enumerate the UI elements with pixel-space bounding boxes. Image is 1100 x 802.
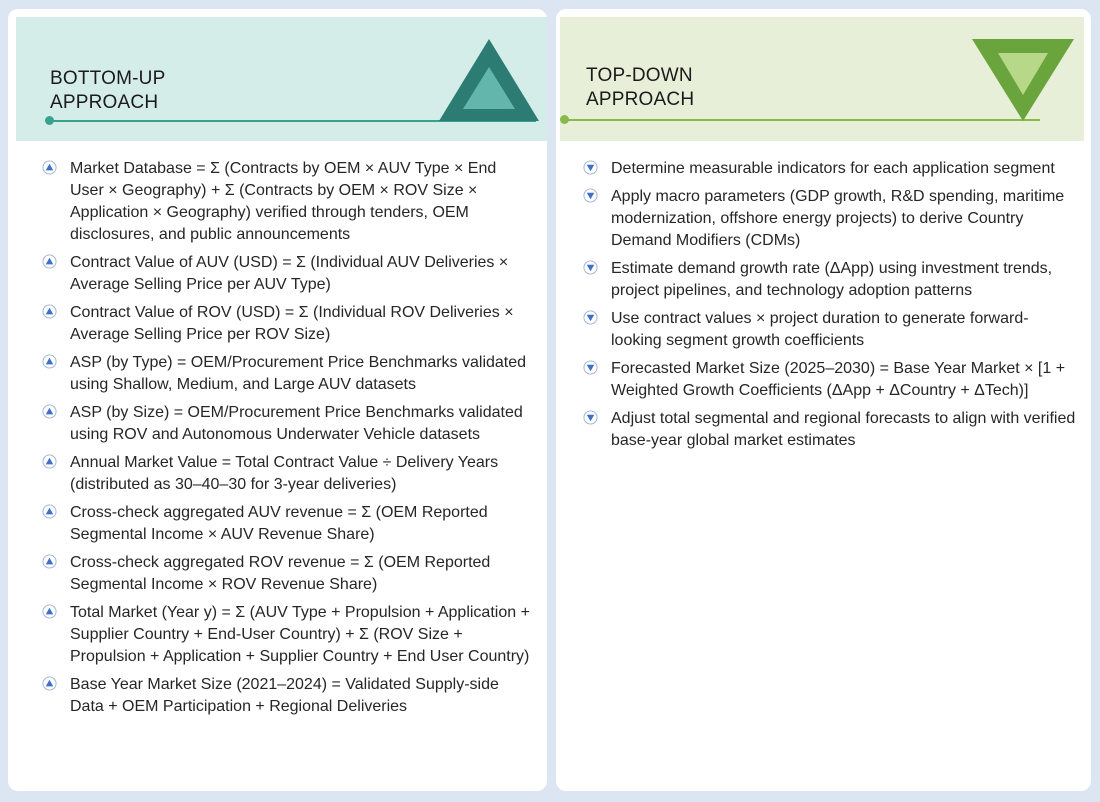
down-arrow-bullet-icon bbox=[583, 310, 598, 325]
up-arrow-bullet-icon bbox=[42, 354, 57, 369]
list-item-text: Apply macro parameters (GDP growth, R&D spending, maritime modernization, offshore energy projects) to derive Country Demand Modifiers (CDMs) bbox=[611, 188, 1065, 249]
top-down-panel bbox=[556, 9, 1091, 791]
up-arrow-bullet-icon bbox=[42, 254, 57, 269]
up-arrow-bullet-icon bbox=[42, 304, 57, 319]
list-item bbox=[42, 252, 532, 296]
list-item-text: Contract Value of AUV (USD) = Σ (Individual AUV Deliveries × Average Selling Price per AUV Type) bbox=[70, 254, 509, 293]
list-item-text: ASP (by Size) = OEM/Procurement Price Benchmarks validated using ROV and Autonomous Underwater Vehicle datasets bbox=[70, 404, 523, 443]
down-arrow-bullet-icon bbox=[583, 188, 598, 203]
list-item bbox=[583, 408, 1078, 452]
header-underline bbox=[564, 119, 1040, 121]
up-arrow-bullet-icon bbox=[42, 160, 57, 175]
up-arrow-bullet-icon bbox=[42, 554, 57, 569]
list-item bbox=[42, 452, 532, 496]
list-item bbox=[42, 302, 532, 346]
down-arrow-bullet-icon bbox=[583, 410, 598, 425]
list-item-text: Base Year Market Size (2021–2024) = Validated Supply-side Data + OEM Participation + Regional Deliveries bbox=[70, 676, 499, 715]
list-item-text: Cross-check aggregated AUV revenue = Σ (OEM Reported Segmental Income × AUV Revenue Share) bbox=[70, 504, 488, 543]
list-item-text: Use contract values × project duration to generate forward-looking segment growth coefficients bbox=[611, 310, 1029, 349]
list-item bbox=[42, 352, 532, 396]
list-item bbox=[583, 158, 1078, 180]
list-item-text: Annual Market Value = Total Contract Value ÷ Delivery Years (distributed as 30–40–30 for 3-year deliveries) bbox=[70, 454, 499, 493]
up-arrow-bullet-icon bbox=[42, 504, 57, 519]
list-item-text: Market Database = Σ (Contracts by OEM × AUV Type × End User × Geography) + Σ (Contracts by OEM × ROV Size × Application × Geography) verified through tenders, OEM disclosures, and public announcements bbox=[70, 160, 497, 243]
bottom-up-title: BOTTOM-UP APPROACH bbox=[50, 68, 166, 113]
list-item-text: Contract Value of ROV (USD) = Σ (Individual ROV Deliveries × Average Selling Price per ROV Size) bbox=[70, 304, 514, 343]
list-item bbox=[583, 358, 1078, 402]
list-item bbox=[583, 258, 1078, 302]
list-item-text: Total Market (Year y) = Σ (AUV Type + Propulsion + Application + Supplier Country + End-User Country) + Σ (ROV Size + Propulsion + Application + Supplier Country + End User Country) bbox=[70, 604, 530, 665]
list-item bbox=[42, 602, 532, 668]
up-arrow-bullet-icon bbox=[42, 676, 57, 691]
up-triangle-icon bbox=[437, 37, 541, 123]
list-item bbox=[583, 308, 1078, 352]
list-item bbox=[42, 502, 532, 546]
down-arrow-bullet-icon bbox=[583, 260, 598, 275]
up-arrow-bullet-icon bbox=[42, 454, 57, 469]
list-item-text: Forecasted Market Size (2025–2030) = Base Year Market × [1 + Weighted Growth Coefficients (ΔApp + ΔCountry + ΔTech)] bbox=[611, 360, 1066, 399]
list-item bbox=[583, 186, 1078, 252]
down-triangle-icon bbox=[970, 37, 1076, 123]
list-item bbox=[42, 402, 532, 446]
list-item-text: Estimate demand growth rate (ΔApp) using investment trends, project pipelines, and technology adoption patterns bbox=[611, 260, 1053, 299]
list-item bbox=[42, 674, 532, 718]
down-arrow-bullet-icon bbox=[583, 360, 598, 375]
top-down-list bbox=[583, 158, 1078, 458]
down-arrow-bullet-icon bbox=[583, 160, 598, 175]
list-item bbox=[42, 552, 532, 596]
bottom-up-list bbox=[42, 158, 532, 724]
up-arrow-bullet-icon bbox=[42, 604, 57, 619]
bottom-up-panel bbox=[8, 9, 547, 791]
list-item-text: Cross-check aggregated ROV revenue = Σ (OEM Reported Segmental Income × ROV Revenue Share) bbox=[70, 554, 491, 593]
list-item-text: ASP (by Type) = OEM/Procurement Price Benchmarks validated using Shallow, Medium, and Large AUV datasets bbox=[70, 354, 527, 393]
top-down-header bbox=[560, 17, 1084, 141]
bottom-up-header bbox=[16, 17, 547, 141]
list-item-text: Determine measurable indicators for each application segment bbox=[611, 160, 1055, 177]
list-item bbox=[42, 158, 532, 246]
up-arrow-bullet-icon bbox=[42, 404, 57, 419]
top-down-title: TOP-DOWN APPROACH bbox=[586, 65, 695, 110]
list-item-text: Adjust total segmental and regional forecasts to align with verified base-year global market estimates bbox=[611, 410, 1076, 449]
